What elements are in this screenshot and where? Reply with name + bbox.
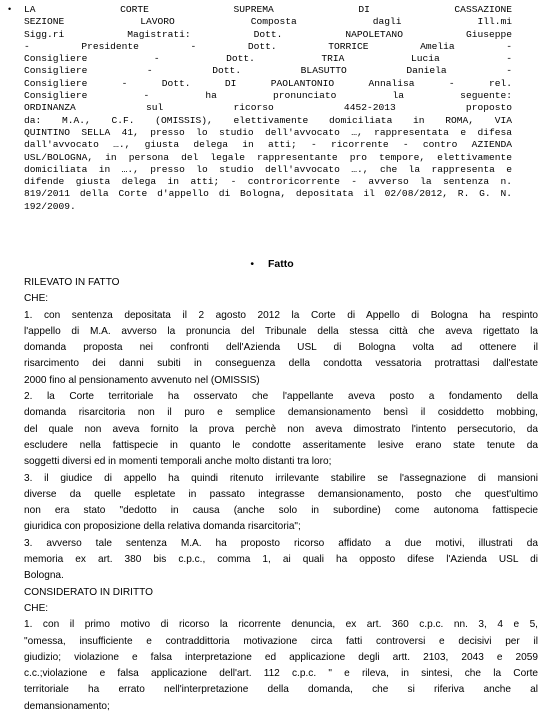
text-line: giudizio; violazione e falsa interpretazione ed applicazione degli artt. 2103, 2043 e 2059	[24, 651, 538, 663]
paragraph-2	[24, 389, 538, 470]
paragraph-3	[24, 471, 538, 536]
header-line: USL/BOLOGNA, in persona del legale rappresentante pro tempore, elettivamente	[24, 151, 512, 163]
section-heading	[0, 258, 544, 270]
paragraph-1	[24, 308, 538, 389]
text-line: 1. con il primo motivo di ricorso la ricorrente denuncia, ex art. 360 c.p.c. nn. 3, 4 e 5,	[24, 619, 538, 631]
header-line: da: M.A., C.F. (OMISSIS), elettivamente domiciliata in ROMA, VIA	[24, 114, 512, 126]
header-line: Consigliere - Dott. TRIA Lucia -	[24, 53, 512, 65]
subheading-considerato: CONSIDERATO IN DIRITTO	[24, 586, 153, 598]
court-header	[24, 4, 512, 213]
text-line: territoriale ha errato nell'interpretazione della domanda, che si riferiva anche al	[24, 684, 538, 696]
header-line: LA CORTE SUPREMA DI CASSAZIONE	[24, 4, 512, 15]
che-label: CHE:	[24, 602, 49, 614]
header-line: Consigliere - Dott. BLASUTTO Daniela -	[24, 65, 512, 77]
paragraph-4	[24, 536, 538, 585]
header-line: SEZIONE LAVORO Composta dagli Ill.mi	[24, 16, 512, 28]
section-heading-label: Fatto	[268, 258, 294, 270]
text-line: non era stato "dedotto in causa (anche solo in subordine) come autonoma fattispecie	[24, 505, 538, 517]
header-line: domiciliata in …., presso lo studio dell'avvocato …., che la rappresenta e	[24, 163, 512, 175]
text-line: 2000 fino al pensionamento avvenuto nel (OMISSIS)	[24, 374, 260, 386]
subheading-rilevato: RILEVATO IN FATTO	[24, 277, 120, 288]
text-line: del quale non aveva fornito la prova perchè non aveva dimostrato l'intento persecutorio, da	[24, 423, 538, 435]
header-line: - Presidente - Dott. TORRICE Amelia -	[24, 40, 512, 52]
che-label: CHE:	[24, 293, 49, 305]
text-line: 1. con sentenza depositata il 2 agosto 2012 la Corte di Appello di Bologna ha respinto	[24, 309, 538, 321]
header-line: QUINTINO SELLA 41, presso lo studio dell'avvocato …, rappresentata e difesa	[24, 126, 512, 138]
document-body	[24, 275, 538, 715]
text-line: memoria ex art. 380 bis c.p.c., comma 1, ai quali ha opposto difese l'Azienda USL di	[24, 554, 538, 566]
text-line: 3. il giudice di appello ha quindi ritenuto irrilevante stabilire se l'assegnazione di mansioni	[24, 472, 538, 484]
text-line: domanda proposta nei confronti dell'Azienda USL di Bologna volta ad ottenere il	[24, 342, 538, 354]
paragraph-5	[24, 617, 538, 715]
header-line: Consigliere - ha pronunciato la seguente:	[24, 90, 512, 102]
header-line: ORDINANZA sul ricorso 4452-2013 proposto	[24, 102, 512, 114]
text-line: giuridica con proposizione della relativa domanda risarcitoria";	[24, 521, 301, 533]
text-line: diverse da quelle espletate in passato integrasse demansionamento, posto che quest'ultimo	[24, 488, 538, 500]
text-line: escludere nella fattispecie in quanto le condotte asseritamente lesive erano state tenute da	[24, 439, 538, 451]
header-line: difende giusta delega in atti; - controricorrente - avverso la sentenza n.	[24, 176, 512, 188]
bullet-icon: •	[250, 258, 254, 270]
header-line: 192/2009.	[24, 200, 76, 212]
text-line: soggetti diversi ed in momenti temporali anche molto distanti tra loro;	[24, 456, 332, 468]
text-line: Bologna.	[24, 570, 64, 582]
header-line: Sigg.ri Magistrati: Dott. NAPOLETANO Giuseppe	[24, 28, 512, 40]
text-line: c.c.;violazione e falsa applicazione dell'art. 112 c.p.c. " e rileva, in sintesi, che la Corte	[24, 668, 538, 680]
header-line: Consigliere - Dott. DI PAOLANTONIO Annalisa - rel.	[24, 77, 512, 89]
text-line: l'appello di M.A. avverso la pronuncia del Tribunale della stessa città che aveva rigettato la	[24, 325, 538, 337]
header-line: 819/2011 della Corte d'appello di Bologna, depositata il 02/08/2012, R. G. N.	[24, 188, 512, 200]
text-line: 2. la Corte territoriale ha osservato che l'appellante aveva posto a fondamento della	[24, 391, 538, 403]
header-line: dall'avvocato …., giusta delega in atti; - ricorrente - contro AZIENDA	[24, 139, 512, 151]
text-line: risarcimento dei danni subiti in conseguenza della condotta vessatoria protrattasi dall'estate	[24, 358, 538, 370]
text-line: domanda risarcitoria non il puro e semplice demansionamento bensì il cosiddetto mobbing,	[24, 407, 538, 419]
text-line: demansionamento;	[24, 700, 110, 712]
bullet-icon: •	[8, 4, 12, 14]
text-line: 3. avverso tale sentenza M.A. ha proposto ricorso affidato a due motivi, illustrati da	[24, 537, 538, 549]
text-line: "omessa, insufficiente e contraddittoria motivazione circa fatti controversi e decisivi per il	[24, 635, 538, 647]
